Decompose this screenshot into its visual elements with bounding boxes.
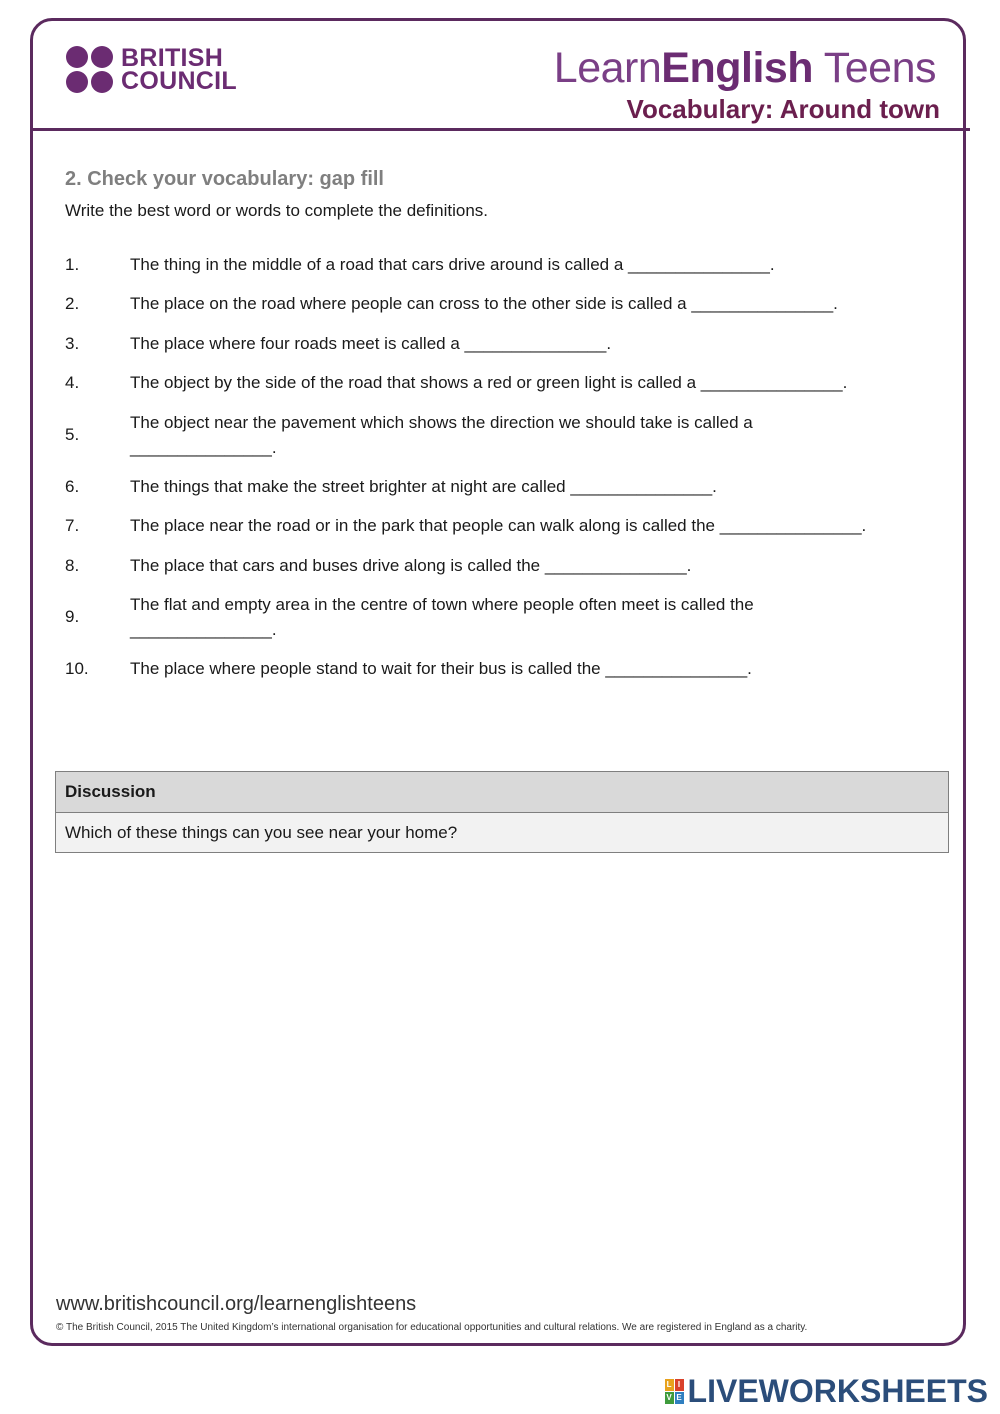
liveworksheets-wordmark: LIVEWORKSHEETS <box>687 1373 988 1409</box>
instructions: Write the best word or words to complete the definitions. <box>65 201 488 220</box>
discussion-question: Which of these things can you see near your home? <box>56 813 948 852</box>
discussion-box <box>55 771 949 853</box>
org-name-line1: BRITISH <box>121 43 224 72</box>
footer-url[interactable]: www.britishcouncil.org/learnenglishteens <box>56 1293 417 1315</box>
liveworksheets-logo <box>665 1373 988 1410</box>
org-name-line2: COUNCIL <box>121 66 237 95</box>
british-council-logo <box>66 43 237 95</box>
learnenglish-teens-logo: LearnEnglish Teens <box>553 44 936 92</box>
british-council-dots-icon <box>66 46 113 93</box>
header-divider <box>30 128 970 131</box>
liveworksheets-icon: L I V E <box>666 1380 682 1402</box>
page-title: Vocabulary: Around town <box>626 94 940 124</box>
section-title: 2. Check your vocabulary: gap fill <box>65 168 384 190</box>
copyright-notice: © The British Council, 2015 The United Kingdom’s international organisation for educational opportunities and cultural relations. We are registered in England as a charity. <box>56 1322 808 1333</box>
discussion-heading: Discussion <box>56 772 948 813</box>
